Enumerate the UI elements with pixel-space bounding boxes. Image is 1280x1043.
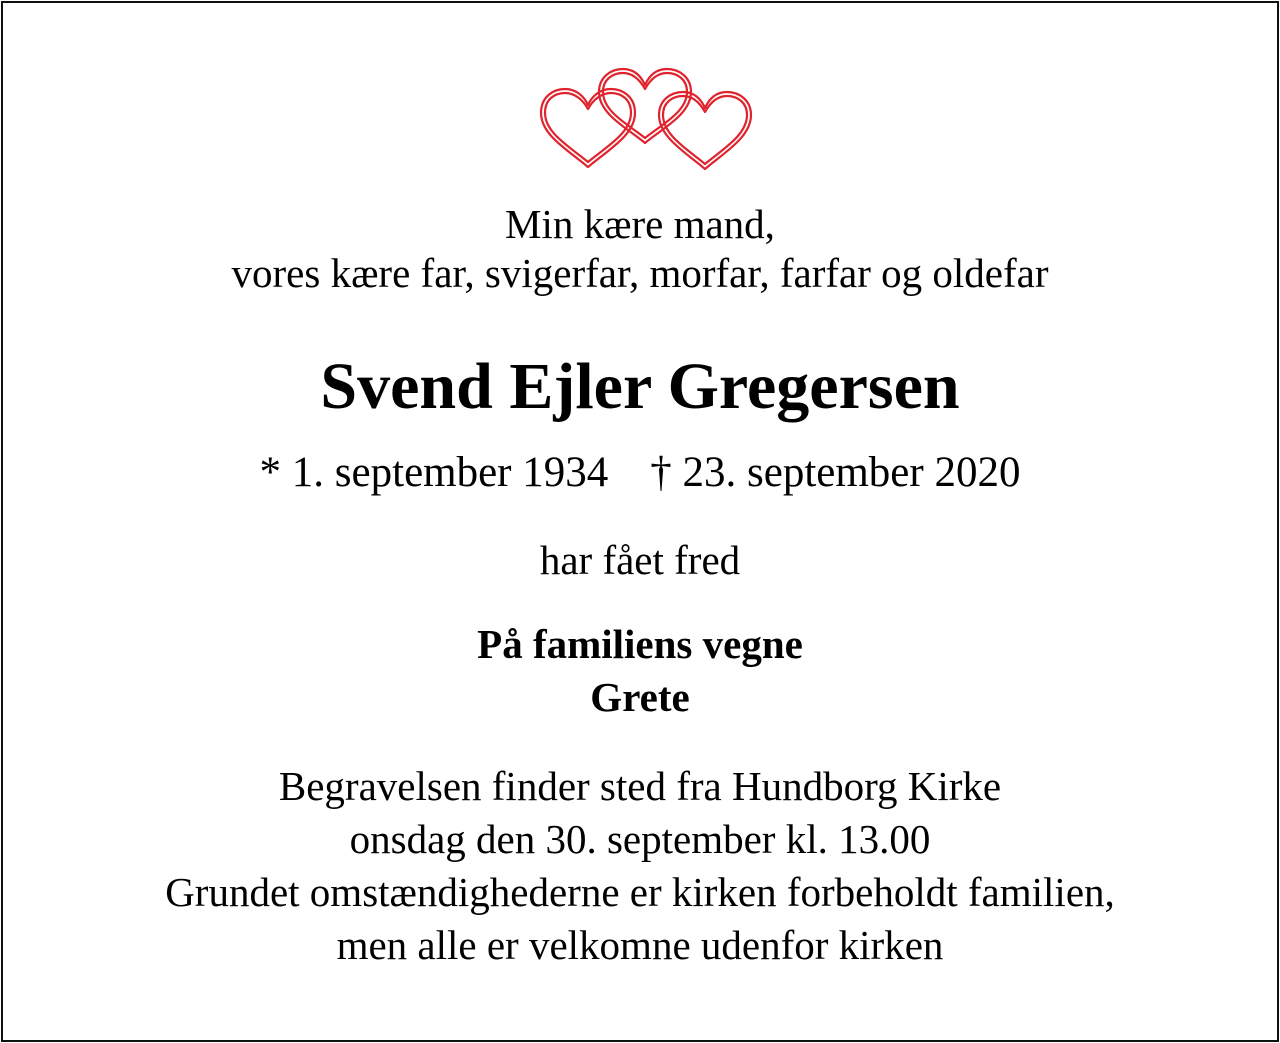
obituary-notice bbox=[1, 1, 1279, 1042]
right-heart-outline bbox=[659, 92, 751, 169]
birth-date: * 1. september 1934 bbox=[259, 449, 609, 496]
funeral-details bbox=[3, 760, 1277, 972]
left-heart-outline bbox=[541, 89, 635, 167]
funeral-line-4: men alle er velkomne udenfor kirken bbox=[336, 922, 944, 968]
intro-line-1: Min kære mand, bbox=[505, 201, 775, 247]
intro-line-2: vores kære far, svigerfar, morfar, farfar og oldefar bbox=[231, 250, 1049, 296]
signature-block bbox=[3, 618, 1277, 724]
three-interlocked-hearts-icon bbox=[533, 65, 763, 175]
deceased-name: Svend Ejler Gregersen bbox=[320, 350, 960, 423]
life-dates bbox=[3, 447, 1277, 499]
death-date: † 23. september 2020 bbox=[650, 449, 1021, 496]
funeral-line-3: Grundet omstændighederne er kirken forbeholdt familien, bbox=[165, 869, 1115, 915]
peace-text: har fået fred bbox=[539, 537, 741, 583]
funeral-line-2: onsdag den 30. september kl. 13.00 bbox=[349, 816, 931, 862]
intro-text bbox=[3, 200, 1277, 298]
middle-heart-outline bbox=[599, 69, 691, 143]
funeral-line-1: Begravelsen finder sted fra Hundborg Kirke bbox=[278, 763, 1002, 809]
signature-line-1: På familiens vegne bbox=[477, 621, 803, 667]
signature-name: Grete bbox=[590, 674, 690, 720]
